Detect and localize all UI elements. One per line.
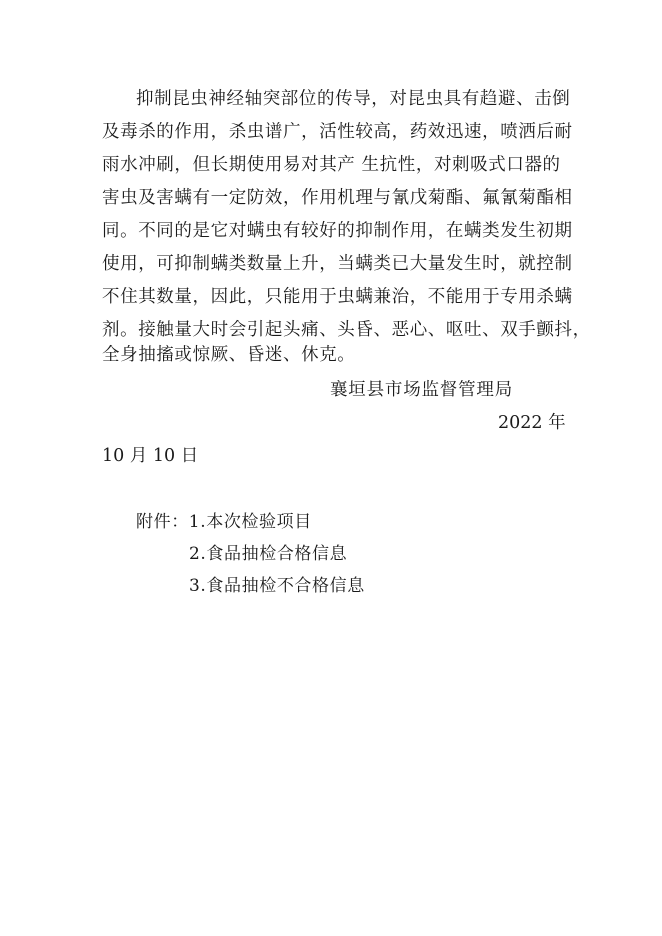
paragraph-line: 不住其数量，因此，只能用于虫螨兼治，不能用于专用杀螨 bbox=[102, 287, 573, 307]
attachment-item-1: 附件：1.本次检验项目 bbox=[136, 512, 312, 532]
signature-year: 2022 年 bbox=[498, 413, 566, 433]
paragraph-line: 及毒杀的作用，杀虫谱广，活性较高，药效迅速，喷洒后耐 bbox=[102, 122, 573, 142]
paragraph-line: 害虫及害螨有一定防效，作用机理与氰戊菊酯、氟氰菊酯相 bbox=[102, 188, 573, 208]
attachment-item-2: 2.食品抽检合格信息 bbox=[189, 544, 348, 564]
signature-organization: 襄垣县市场监督管理局 bbox=[330, 380, 513, 400]
paragraph-line: 全身抽搐或惊厥、昏迷、休克。 bbox=[102, 345, 356, 365]
paragraph-line: 抑制昆虫神经轴突部位的传导，对昆虫具有趋避、击倒 bbox=[136, 89, 571, 109]
paragraph-line: 同。不同的是它对螨虫有较好的抑制作用，在螨类发生初期 bbox=[102, 221, 573, 241]
paragraph-line: 使用，可抑制螨类数量上升，当螨类已大量发生时，就控制 bbox=[102, 254, 573, 274]
paragraph-line: 剂。接触量大时会引起头痛、头昏、恶心、呕吐、双手颤抖， bbox=[102, 320, 591, 340]
paragraph-line: 雨水冲刷，但长期使用易对其产 生抗性，对刺吸式口器的 bbox=[102, 155, 561, 175]
signature-date: 10 月 10 日 bbox=[102, 446, 199, 466]
attachment-item-3: 3.食品抽检不合格信息 bbox=[189, 576, 365, 596]
